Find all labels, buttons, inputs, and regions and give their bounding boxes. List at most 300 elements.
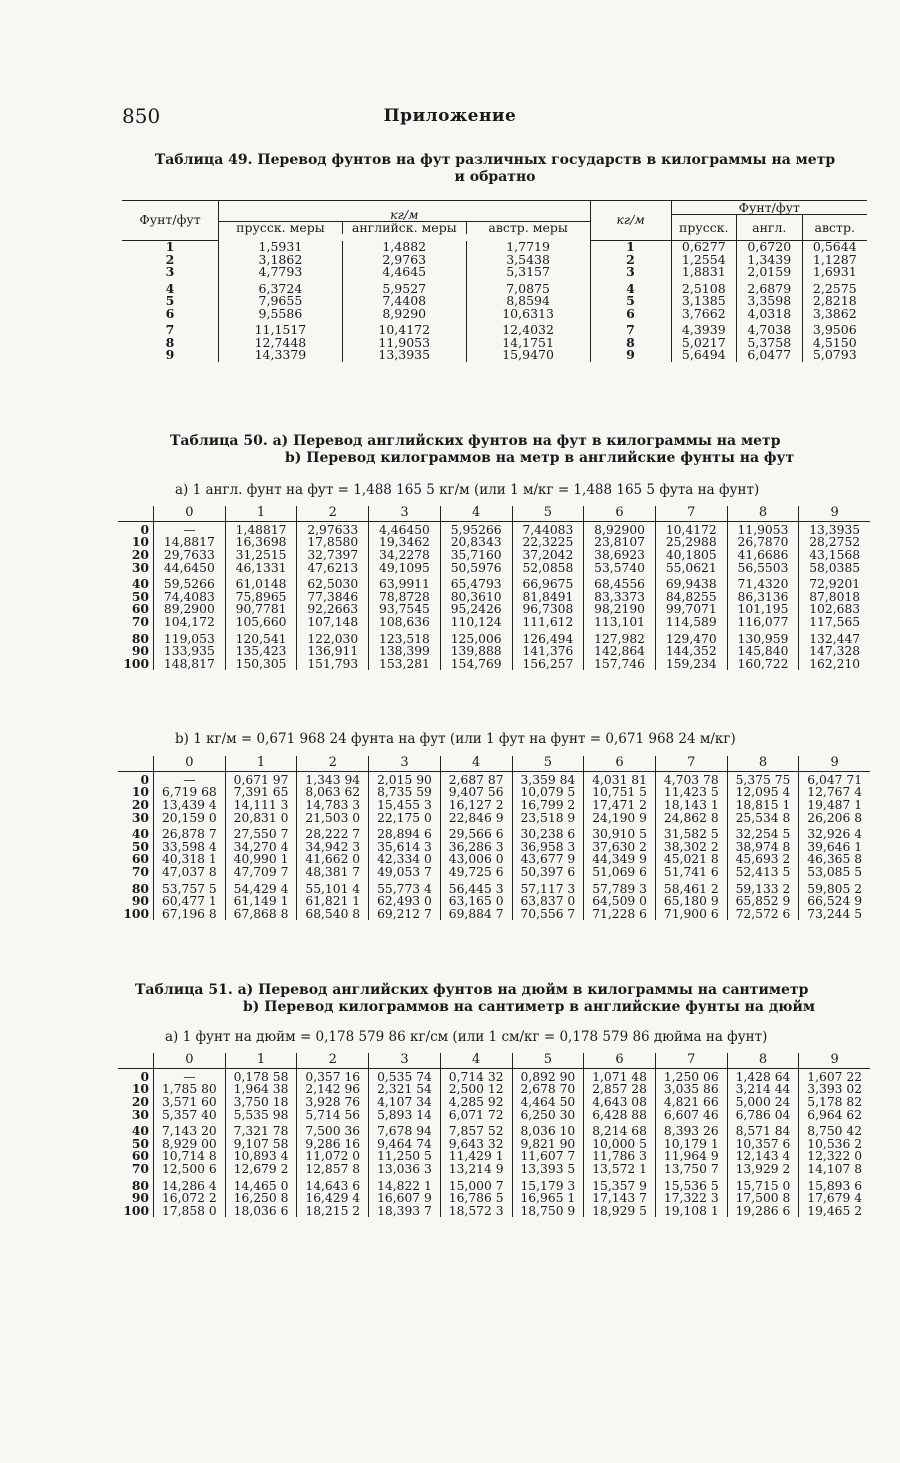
table-cell: 69,9438 bbox=[655, 574, 727, 591]
table-cell: 5,178 82 bbox=[799, 1096, 870, 1109]
table-cell: 22,3225 bbox=[512, 536, 584, 549]
table-cell: 122,030 bbox=[297, 629, 369, 646]
row-key: 90 bbox=[131, 893, 149, 909]
table-cell: 11,423 5 bbox=[655, 786, 727, 799]
table-cell: 39,646 1 bbox=[799, 841, 870, 854]
table-cell: 148,817 bbox=[154, 658, 226, 671]
column-header: 0 bbox=[154, 756, 226, 771]
col-group-funt-fut bbox=[671, 201, 867, 241]
column-header: 5 bbox=[512, 756, 584, 771]
table-cell: 13,036 3 bbox=[369, 1163, 441, 1176]
table-cell: 8,750 42 bbox=[799, 1121, 870, 1138]
table-cell: 9 bbox=[122, 349, 219, 362]
table-50b-formula: b) 1 кг/м = 0,671 968 24 фунта на фут (или 1 фут на фунт = 0,671 968 24 м/кг) bbox=[175, 731, 736, 747]
table-cell: 4,107 34 bbox=[369, 1096, 441, 1109]
table-cell: 1,3439 bbox=[737, 254, 803, 267]
table-cell: 71,228 6 bbox=[584, 908, 656, 921]
table-row bbox=[118, 1176, 870, 1193]
table-cell: 127,982 bbox=[584, 629, 656, 646]
table-cell: 8,036 10 bbox=[512, 1121, 584, 1138]
table-cell: 5 bbox=[590, 295, 671, 308]
table-cell: 7,143 20 bbox=[154, 1121, 226, 1138]
table-row bbox=[122, 349, 867, 362]
corner-cell bbox=[118, 1053, 154, 1068]
table-cell: 3,7662 bbox=[671, 308, 737, 321]
column-header: 9 bbox=[799, 1053, 870, 1068]
table-cell: 46,365 8 bbox=[799, 853, 870, 866]
table-row bbox=[118, 824, 870, 841]
table-50a-header-row bbox=[118, 506, 870, 521]
table-cell: 11,786 3 bbox=[584, 1150, 656, 1163]
table-50b bbox=[118, 756, 870, 920]
table-cell: 7,500 36 bbox=[297, 1121, 369, 1138]
table-cell: 29,566 6 bbox=[440, 824, 512, 841]
table-cell: 3,393 02 bbox=[799, 1083, 870, 1096]
table-cell: 4,031 81 bbox=[584, 771, 656, 786]
table-cell: 28,894 6 bbox=[369, 824, 441, 841]
table-cell: 11,9053 bbox=[342, 337, 466, 350]
table-row bbox=[122, 266, 867, 279]
table-cell: 5,375 75 bbox=[727, 771, 799, 786]
table-cell: 5,0793 bbox=[812, 347, 857, 362]
table-cell: 107,148 bbox=[297, 616, 369, 629]
table-cell: 108,636 bbox=[369, 616, 441, 629]
table-cell: 9,821 90 bbox=[512, 1138, 584, 1151]
table-cell: 9,286 16 bbox=[297, 1138, 369, 1151]
table-cell: 70,556 7 bbox=[512, 908, 584, 921]
table-cell: 117,565 bbox=[799, 616, 870, 629]
table-cell: 67,196 8 bbox=[154, 908, 226, 921]
table-cell: 61,821 1 bbox=[297, 895, 369, 908]
table-cell: 13,393 5 bbox=[512, 1163, 584, 1176]
table-cell: 5,0217 bbox=[671, 337, 737, 350]
table-cell: 129,470 bbox=[655, 629, 727, 646]
table-cell: 156,257 bbox=[512, 658, 584, 671]
table-cell: 54,429 4 bbox=[225, 879, 297, 896]
table-49-caption-line1: Таблица 49. Перевод фунтов на фут различных государств в килограммы на метр bbox=[154, 152, 836, 168]
table-cell: 14,111 3 bbox=[225, 799, 297, 812]
table-cell: 125,006 bbox=[440, 629, 512, 646]
table-cell: 6,3724 bbox=[219, 279, 343, 296]
table-cell: 5,357 40 bbox=[154, 1109, 226, 1122]
table-cell: 157,746 bbox=[584, 658, 656, 671]
column-header: 1 bbox=[225, 506, 297, 521]
table-cell: 18,929 5 bbox=[584, 1205, 656, 1218]
table-cell: 49,725 6 bbox=[440, 866, 512, 879]
table-cell: 8,92900 bbox=[584, 521, 656, 536]
table-cell: 48,381 7 bbox=[297, 866, 369, 879]
table-cell: 1,6931 bbox=[812, 264, 857, 279]
table-cell: 2,678 70 bbox=[512, 1083, 584, 1096]
column-header: 0 bbox=[154, 506, 226, 521]
table-cell: 23,8107 bbox=[584, 536, 656, 549]
table-cell: 17,143 7 bbox=[584, 1192, 656, 1205]
table-cell: 20,8343 bbox=[440, 536, 512, 549]
table-cell: 10,357 6 bbox=[727, 1138, 799, 1151]
table-row bbox=[118, 616, 870, 629]
table-cell: 0,714 32 bbox=[440, 1068, 512, 1083]
table-cell: 4,821 66 bbox=[655, 1096, 727, 1109]
table-cell: 96,7308 bbox=[512, 603, 584, 616]
table-cell: 8,393 26 bbox=[655, 1121, 727, 1138]
table-cell: 14,8817 bbox=[154, 536, 226, 549]
table-cell: 35,614 3 bbox=[369, 841, 441, 854]
table-cell: 5,95266 bbox=[440, 521, 512, 536]
table-cell: 3,3598 bbox=[737, 295, 803, 308]
table-cell: 1,4882 bbox=[342, 241, 466, 254]
table-51-caption-line2: b) Перевод килограммов на сантиметр в английские фунты на дюйм bbox=[243, 999, 816, 1015]
table-cell: 102,683 bbox=[799, 603, 870, 616]
row-key: 60 bbox=[131, 601, 149, 617]
table-49-caption bbox=[120, 152, 870, 186]
table-cell: 105,660 bbox=[225, 616, 297, 629]
table-cell: 52,0858 bbox=[512, 562, 584, 575]
table-cell: 13,750 7 bbox=[655, 1163, 727, 1176]
table-cell: 30,910 5 bbox=[584, 824, 656, 841]
table-cell: 65,180 9 bbox=[655, 895, 727, 908]
table-cell: 0,6277 bbox=[671, 241, 737, 254]
row-key: 90 bbox=[131, 1190, 149, 1206]
table-row bbox=[118, 1096, 870, 1109]
row-key: 40 bbox=[131, 1123, 149, 1139]
column-header: 4 bbox=[440, 506, 512, 521]
table-cell: 10,079 5 bbox=[512, 786, 584, 799]
table-cell: 14,822 1 bbox=[369, 1176, 441, 1193]
table-cell: 31,582 5 bbox=[655, 824, 727, 841]
table-cell: 16,786 5 bbox=[440, 1192, 512, 1205]
table-cell: 80,3610 bbox=[440, 591, 512, 604]
table-51a-header-row bbox=[118, 1053, 870, 1068]
table-cell: 111,612 bbox=[512, 616, 584, 629]
table-cell: 19,286 6 bbox=[727, 1205, 799, 1218]
col-austr-measures: австр. меры bbox=[488, 219, 568, 235]
row-key: 20 bbox=[131, 1093, 149, 1109]
table-cell: 2 bbox=[122, 254, 219, 267]
col-austr: австр. bbox=[814, 220, 855, 235]
table-cell: 11,964 9 bbox=[655, 1150, 727, 1163]
table-row bbox=[118, 1121, 870, 1138]
table-cell: 72,572 6 bbox=[727, 908, 799, 921]
table-cell: 40,990 1 bbox=[225, 853, 297, 866]
table-cell: 4,703 78 bbox=[655, 771, 727, 786]
table-cell: 55,101 4 bbox=[297, 879, 369, 896]
row-key: 100 bbox=[123, 1202, 149, 1218]
table-cell: 144,352 bbox=[655, 645, 727, 658]
table-cell: 26,878 7 bbox=[154, 824, 226, 841]
table-cell: 16,965 1 bbox=[512, 1192, 584, 1205]
table-cell: 75,8965 bbox=[225, 591, 297, 604]
table-cell: 7,678 94 bbox=[369, 1121, 441, 1138]
table-cell: 24,190 9 bbox=[584, 812, 656, 825]
table-cell: 49,1095 bbox=[369, 562, 441, 575]
table-cell: 0,535 74 bbox=[369, 1068, 441, 1083]
table-cell: 53,757 5 bbox=[154, 879, 226, 896]
table-cell: 66,524 9 bbox=[799, 895, 870, 908]
table-cell: 60,477 1 bbox=[154, 895, 226, 908]
table-cell: 12,500 6 bbox=[154, 1163, 226, 1176]
row-key: 0 bbox=[140, 1068, 149, 1084]
table-cell: 11,429 1 bbox=[440, 1150, 512, 1163]
table-cell: 45,021 8 bbox=[655, 853, 727, 866]
table-cell: 8,9290 bbox=[342, 308, 466, 321]
row-key: 10 bbox=[131, 534, 149, 550]
table-cell: 9,107 58 bbox=[225, 1138, 297, 1151]
table-cell: 44,349 9 bbox=[584, 853, 656, 866]
table-cell: 37,2042 bbox=[512, 549, 584, 562]
table-cell: 12,7448 bbox=[219, 337, 343, 350]
table-cell: 15,357 9 bbox=[584, 1176, 656, 1193]
table-cell: 1,343 94 bbox=[297, 771, 369, 786]
row-key: 60 bbox=[131, 1148, 149, 1164]
table-cell: 5,714 56 bbox=[297, 1109, 369, 1122]
table-row bbox=[118, 812, 870, 825]
table-cell: 120,541 bbox=[225, 629, 297, 646]
table-cell: 10,714 8 bbox=[154, 1150, 226, 1163]
column-header: 1 bbox=[225, 1053, 297, 1068]
table-row bbox=[122, 308, 867, 321]
row-key: 80 bbox=[131, 1177, 149, 1193]
table-cell: 6,071 72 bbox=[440, 1109, 512, 1122]
table-cell: 153,281 bbox=[369, 658, 441, 671]
table-cell: 2,5108 bbox=[671, 279, 737, 296]
table-cell: 16,127 2 bbox=[440, 799, 512, 812]
table-cell: 12,4032 bbox=[466, 320, 590, 337]
table-cell: 98,2190 bbox=[584, 603, 656, 616]
table-cell: 113,101 bbox=[584, 616, 656, 629]
table-cell: 16,250 8 bbox=[225, 1192, 297, 1205]
table-cell: 9,464 74 bbox=[369, 1138, 441, 1151]
table-cell: 59,133 2 bbox=[727, 879, 799, 896]
table-row bbox=[118, 574, 870, 591]
table-cell: 8,929 00 bbox=[154, 1138, 226, 1151]
table-row bbox=[118, 629, 870, 646]
table-49-body bbox=[122, 238, 867, 362]
table-cell: 6,428 88 bbox=[584, 1109, 656, 1122]
corner-cell bbox=[118, 756, 154, 771]
table-cell: 43,006 0 bbox=[440, 853, 512, 866]
table-cell: 28,2752 bbox=[799, 536, 870, 549]
table-cell: 2,321 54 bbox=[369, 1083, 441, 1096]
col-group-kgm bbox=[219, 201, 591, 241]
table-cell: 9,5586 bbox=[219, 308, 343, 321]
table-cell: 17,679 4 bbox=[799, 1192, 870, 1205]
table-cell: 57,117 3 bbox=[512, 879, 584, 896]
table-cell: 17,500 8 bbox=[727, 1192, 799, 1205]
table-cell: 53,085 5 bbox=[799, 866, 870, 879]
table-cell: 6,786 04 bbox=[727, 1109, 799, 1122]
table-cell: 4,0318 bbox=[737, 308, 803, 321]
table-cell: 126,494 bbox=[512, 629, 584, 646]
table-cell: 0,5644 bbox=[812, 239, 857, 254]
table-cell: 69,884 7 bbox=[440, 908, 512, 921]
table-cell: 36,286 3 bbox=[440, 841, 512, 854]
table-cell: 46,1331 bbox=[225, 562, 297, 575]
row-key: 30 bbox=[131, 809, 149, 825]
table-cell: 15,179 3 bbox=[512, 1176, 584, 1193]
col-angl-measures: английск. меры bbox=[343, 222, 467, 235]
row-key: 0 bbox=[140, 521, 149, 537]
table-cell: 11,250 5 bbox=[369, 1150, 441, 1163]
column-header: 3 bbox=[369, 506, 441, 521]
table-cell: 5,6494 bbox=[671, 349, 737, 362]
table-cell: 51,741 6 bbox=[655, 866, 727, 879]
table-cell: 135,423 bbox=[225, 645, 297, 658]
table-cell: 7,4408 bbox=[342, 295, 466, 308]
table-cell: 14,1751 bbox=[466, 337, 590, 350]
row-key: 80 bbox=[131, 630, 149, 646]
row-key: 10 bbox=[131, 784, 149, 800]
table-cell: 3,3862 bbox=[812, 305, 857, 321]
table-50a-formula: а) 1 англ. фунт на фут = 1,488 165 5 кг/м (или 1 м/кг = 1,488 165 5 фута на фунт) bbox=[175, 482, 760, 498]
table-cell: 132,447 bbox=[799, 629, 870, 646]
table-cell: 1,964 38 bbox=[225, 1083, 297, 1096]
row-key: 40 bbox=[131, 576, 149, 592]
table-cell: 5,9527 bbox=[342, 279, 466, 296]
table-cell: 25,2988 bbox=[655, 536, 727, 549]
table-cell: 8,8594 bbox=[466, 295, 590, 308]
table-cell: 1,8831 bbox=[671, 266, 737, 279]
table-cell: 86,3136 bbox=[727, 591, 799, 604]
row-key: 50 bbox=[131, 588, 149, 604]
table-cell: 1,1287 bbox=[812, 251, 857, 267]
table-cell: 14,465 0 bbox=[225, 1176, 297, 1193]
table-cell: 7 bbox=[122, 320, 219, 337]
table-51a-formula: а) 1 фунт на дюйм = 0,178 579 86 кг/см (или 1 см/кг = 0,178 579 86 дюйма на фунт) bbox=[165, 1029, 768, 1045]
table-cell: 4,285 92 bbox=[440, 1096, 512, 1109]
table-cell: 5,3758 bbox=[737, 337, 803, 350]
table-cell: 7,0875 bbox=[466, 279, 590, 296]
table-cell: 2,015 90 bbox=[369, 771, 441, 786]
table-cell: 15,000 7 bbox=[440, 1176, 512, 1193]
row-key: 100 bbox=[123, 905, 149, 921]
table-cell: 55,773 4 bbox=[369, 879, 441, 896]
table-cell: 2,687 87 bbox=[440, 771, 512, 786]
table-49-caption-line2: и обратно bbox=[454, 169, 536, 185]
table-51a bbox=[118, 1053, 870, 1217]
table-cell: 15,536 5 bbox=[655, 1176, 727, 1193]
table-row bbox=[118, 1163, 870, 1176]
column-header: 6 bbox=[584, 506, 656, 521]
table-cell: — bbox=[154, 521, 226, 536]
table-50a bbox=[118, 506, 870, 670]
table-cell: 30,238 6 bbox=[512, 824, 584, 841]
table-cell: 8 bbox=[122, 337, 219, 350]
table-cell: 5,3157 bbox=[466, 266, 590, 279]
table-cell: 1,071 48 bbox=[584, 1068, 656, 1083]
table-cell: 16,429 4 bbox=[297, 1192, 369, 1205]
table-cell: 16,3698 bbox=[225, 536, 297, 549]
table-cell: 7,391 65 bbox=[225, 786, 297, 799]
table-cell: 16,607 9 bbox=[369, 1192, 441, 1205]
table-cell: 114,589 bbox=[655, 616, 727, 629]
table-cell: 40,1805 bbox=[655, 549, 727, 562]
table-cell: 63,837 0 bbox=[512, 895, 584, 908]
table-cell: 10,179 1 bbox=[655, 1138, 727, 1151]
table-cell: 6,047 71 bbox=[799, 771, 870, 786]
table-cell: 8 bbox=[590, 337, 671, 350]
table-cell: 4,5150 bbox=[812, 334, 857, 350]
table-cell: 33,598 4 bbox=[154, 841, 226, 854]
table-cell: 13,439 4 bbox=[154, 799, 226, 812]
column-header: 7 bbox=[655, 506, 727, 521]
table-cell: 7,857 52 bbox=[440, 1121, 512, 1138]
table-51-caption bbox=[130, 982, 850, 1016]
table-cell: 64,509 0 bbox=[584, 895, 656, 908]
table-cell: 61,0148 bbox=[225, 574, 297, 591]
table-cell: 57,789 3 bbox=[584, 879, 656, 896]
table-cell: 14,107 8 bbox=[799, 1163, 870, 1176]
table-cell: 3,359 84 bbox=[512, 771, 584, 786]
column-header: 9 bbox=[799, 506, 870, 521]
table-cell: 20,831 0 bbox=[225, 812, 297, 825]
table-cell: 22,846 9 bbox=[440, 812, 512, 825]
table-cell: 89,2900 bbox=[154, 603, 226, 616]
table-cell: 13,3935 bbox=[342, 349, 466, 362]
table-cell: 11,1517 bbox=[219, 320, 343, 337]
table-cell: 6,607 46 bbox=[655, 1109, 727, 1122]
table-cell: 21,503 0 bbox=[297, 812, 369, 825]
table-cell: 1,48817 bbox=[225, 521, 297, 536]
table-cell: 73,244 5 bbox=[799, 908, 870, 921]
column-header: 5 bbox=[512, 1053, 584, 1068]
table-cell: 59,805 2 bbox=[799, 879, 870, 896]
table-cell: 71,4320 bbox=[727, 574, 799, 591]
table-cell: 8,214 68 bbox=[584, 1121, 656, 1138]
table-cell: 4,4645 bbox=[342, 266, 466, 279]
table-cell: 90,7781 bbox=[225, 603, 297, 616]
column-header: 8 bbox=[727, 1053, 799, 1068]
table-50-caption bbox=[160, 433, 840, 467]
table-row bbox=[118, 895, 870, 908]
table-cell: 160,722 bbox=[727, 658, 799, 671]
table-cell: 18,393 7 bbox=[369, 1205, 441, 1218]
col-group-kgm-label: кг/м bbox=[219, 208, 590, 222]
table-cell: 3,9506 bbox=[812, 322, 857, 337]
table-cell: 2,0159 bbox=[737, 266, 803, 279]
table-cell: 138,399 bbox=[369, 645, 441, 658]
table-row bbox=[118, 1205, 870, 1218]
row-key: 60 bbox=[131, 851, 149, 867]
table-49-header-row bbox=[122, 201, 867, 241]
table-cell: 0,671 97 bbox=[225, 771, 297, 786]
corner-cell bbox=[118, 506, 154, 521]
table-cell: 15,455 3 bbox=[369, 799, 441, 812]
table-cell: 38,6923 bbox=[584, 549, 656, 562]
column-header: 8 bbox=[727, 756, 799, 771]
table-cell: 8,063 62 bbox=[297, 786, 369, 799]
table-cell: 43,1568 bbox=[799, 549, 870, 562]
table-cell: 5,893 14 bbox=[369, 1109, 441, 1122]
table-cell: 6,0477 bbox=[737, 349, 803, 362]
table-cell: 151,793 bbox=[297, 658, 369, 671]
table-cell: 14,643 6 bbox=[297, 1176, 369, 1193]
table-cell: 13,3935 bbox=[799, 521, 870, 536]
table-row bbox=[118, 879, 870, 896]
table-cell: 4,464 50 bbox=[512, 1096, 584, 1109]
table-50-caption-line2: b) Перевод килограммов на метр в английские фунты на фут bbox=[285, 450, 795, 466]
table-cell: 6,250 30 bbox=[512, 1109, 584, 1122]
table-cell: 10,751 5 bbox=[584, 786, 656, 799]
col-funt-fut: Фунт/фут bbox=[122, 201, 219, 241]
table-cell: 1,607 22 bbox=[799, 1068, 870, 1083]
table-cell: 17,8580 bbox=[297, 536, 369, 549]
table-cell: 23,518 9 bbox=[512, 812, 584, 825]
table-cell: 50,397 6 bbox=[512, 866, 584, 879]
table-cell: 4,46450 bbox=[369, 521, 441, 536]
row-key: 50 bbox=[131, 838, 149, 854]
row-key: 20 bbox=[131, 546, 149, 562]
table-cell: 2,9763 bbox=[342, 254, 466, 267]
